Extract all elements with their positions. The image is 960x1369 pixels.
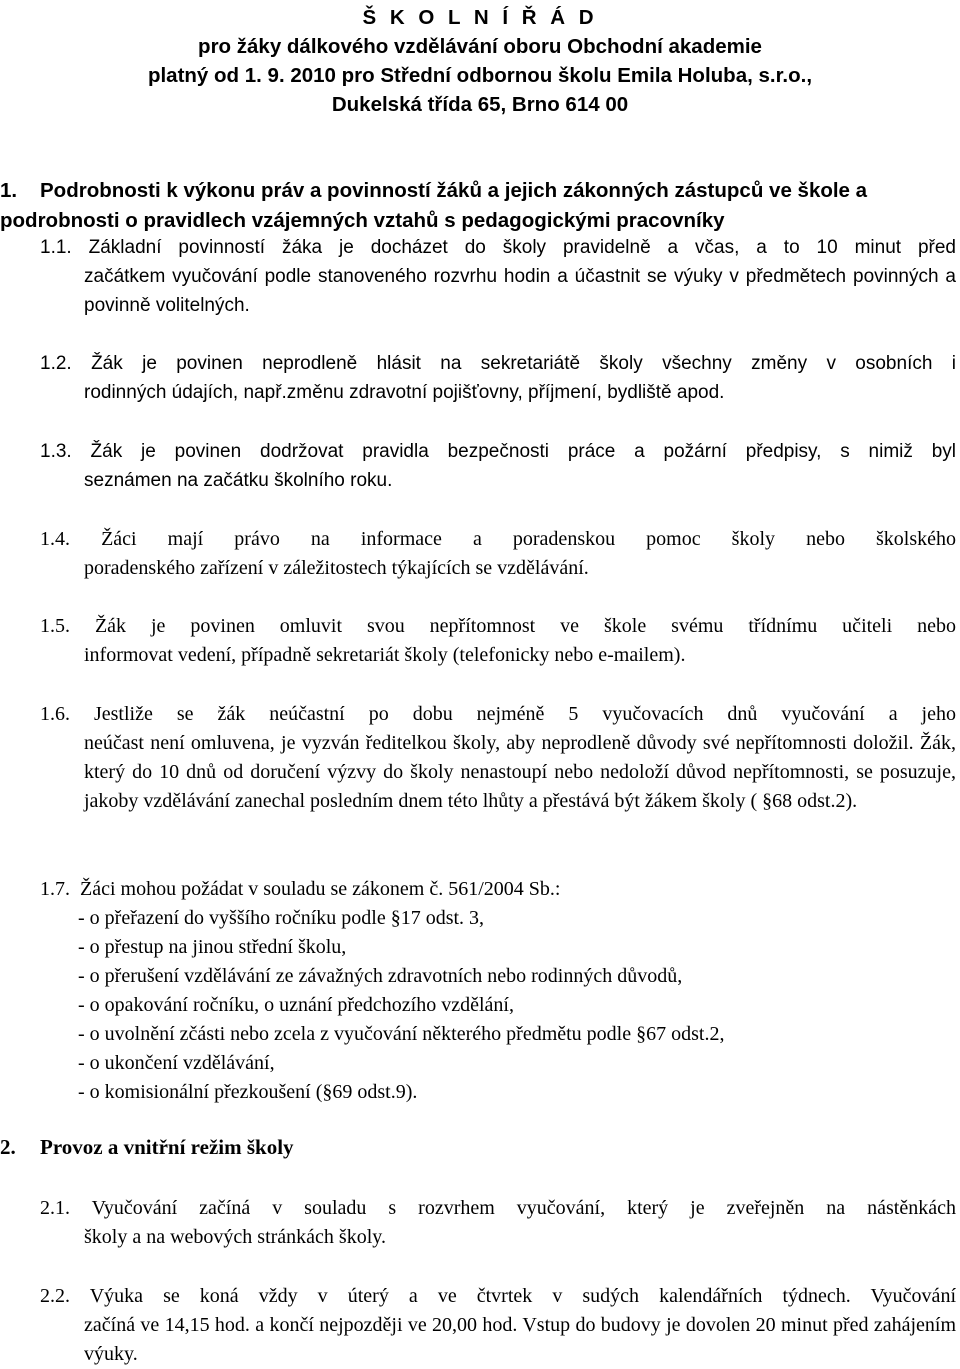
document-subtitle-3: Dukelská třída 65, Brno 614 00 (331, 93, 629, 116)
paragraph-1-1 (40, 233, 956, 320)
paragraph-text: seznámen na začátku školního roku. (84, 470, 393, 491)
paragraph-text-first-line: Žák je povinen dodržovat pravidla bezpečnosti práce a požární předpisy, s nimiž byl (90, 441, 956, 462)
paragraph-1-3 (40, 437, 956, 495)
paragraph-text: neúčast není omluvena, je vyzván ředitelkou školy, aby neprodleně důvody své nepřítomnosti doložil. Žák, který do 10 dnů od doručení výzvy do školy nenastoupí nebo nedoloží důvod nepřítomnosti, se posuzuje, jakoby vzdělávání zanechal posledním dnem této lhůty a přestává být žákem školy ( §68 odst.2). (84, 732, 956, 812)
paragraph-text-first-line: Žák je povinen omluvit svou nepřítomnost ve škole svému třídnímu učiteli nebo (94, 615, 956, 637)
paragraph-text: rodinných údajích, např.změnu zdravotní pojišťovny, příjmení, bydliště apod. (84, 382, 725, 403)
paragraph-text-first-line: Jestliže se žák neúčastní po dobu nejméně 5 vyučovacích dnů vyučování a jeho (93, 703, 956, 725)
list-item: - o přestup na jinou střední školu, (78, 936, 347, 958)
section-1-title-line-2: podrobnosti o pravidlech vzájemných vztahů s pedagogickými pracovníky (0, 209, 725, 232)
paragraph-number: 1.3. (40, 441, 72, 462)
list-item: - o přeřazení do vyššího ročníku podle §17 odst. 3, (78, 907, 485, 929)
paragraph-number: 1.5. (40, 615, 70, 637)
paragraph-text-first-line: Vyučování začíná v souladu s rozvrhem vyučování, který je zveřejněn na nástěnkách (91, 1197, 956, 1219)
paragraph-text-first-line: Výuka se koná vždy v úterý a ve čtvrtek v sudých kalendářních týdnech. Vyučování (89, 1285, 956, 1307)
paragraph-text-first-line: Žáci mají právo na informace a poradenskou pomoc školy nebo školského (101, 528, 957, 550)
paragraph-1-6 (40, 700, 956, 816)
list-item: - o přerušení vzdělávání ze závažných zdravotních nebo rodinných důvodů, (78, 965, 683, 987)
paragraph-text: začíná ve 14,15 hod. a končí nejpozději ve 20,00 hod. Vstup do budovy je dovolen 20 minut před zahájením výuky. (84, 1314, 956, 1365)
paragraph-number: 2.1. (40, 1197, 70, 1219)
paragraph-1-4 (40, 525, 956, 583)
paragraph-text-first-line: Základní povinností žáka je docházet do školy pravidelně a včas, a to 10 minut před (88, 237, 957, 258)
section-2-number: 2. (0, 1135, 16, 1159)
paragraph-1-2 (40, 349, 956, 407)
paragraph-text-first-line: Žák je povinen neprodleně hlásit na sekretariátě školy všechny změny v osobních i (91, 353, 956, 374)
list-item: - o uvolnění zčásti nebo zcela z vyučování některého předmětu podle §67 odst.2, (78, 1023, 725, 1045)
section-2-title: Provoz a vnitřní režim školy (40, 1135, 294, 1159)
paragraph-text: poradenského zařízení v záležitostech týkajících se vzdělávání. (84, 557, 589, 579)
paragraph-text: informovat vedení, případně sekretariát školy (telefonicky nebo e-mailem). (84, 644, 686, 666)
list-item: - o ukončení vzdělávání, (78, 1052, 275, 1074)
paragraph-number: 1.4. (40, 528, 70, 550)
paragraph-text: začátkem vyučování podle stanoveného rozvrhu hodin a účastnit se výuky v předmětech povinných a povinně volitelných. (84, 266, 956, 316)
list-item: - o opakování ročníku, o uznání předchozího vzdělání, (78, 994, 514, 1016)
paragraph-number: 1.6. (40, 703, 70, 725)
section-1-title-line-1: Podrobnosti k výkonu práv a povinností žáků a jejich zákonných zástupců ve škole a (40, 179, 868, 202)
document-subtitle-2: platný od 1. 9. 2010 pro Střední odbornou školu Emila Holuba, s.r.o., (147, 64, 813, 87)
paragraph-number: 1.1. (40, 237, 72, 258)
paragraph-1-5 (40, 612, 956, 670)
document-subtitle-1: pro žáky dálkového vzdělávání oboru Obchodní akademie (198, 35, 762, 58)
paragraph-text-first-line: Žáci mohou požádat v souladu se zákonem č. 561/2004 Sb.: (80, 878, 561, 900)
paragraph-2-1 (40, 1194, 956, 1252)
section-1-number: 1. (0, 179, 18, 202)
paragraph-2-2 (40, 1282, 956, 1369)
paragraph-1-7 (40, 875, 956, 904)
paragraph-number: 1.7. (40, 878, 70, 900)
list-item: - o komisionální přezkoušení (§69 odst.9). (78, 1081, 418, 1103)
paragraph-number: 1.2. (40, 353, 72, 374)
request-list (78, 904, 724, 1107)
paragraph-text: školy a na webových stránkách školy. (84, 1226, 386, 1248)
paragraph-number: 2.2. (40, 1285, 70, 1307)
document-title: Š K O L N Í Ř Á D (362, 6, 598, 29)
